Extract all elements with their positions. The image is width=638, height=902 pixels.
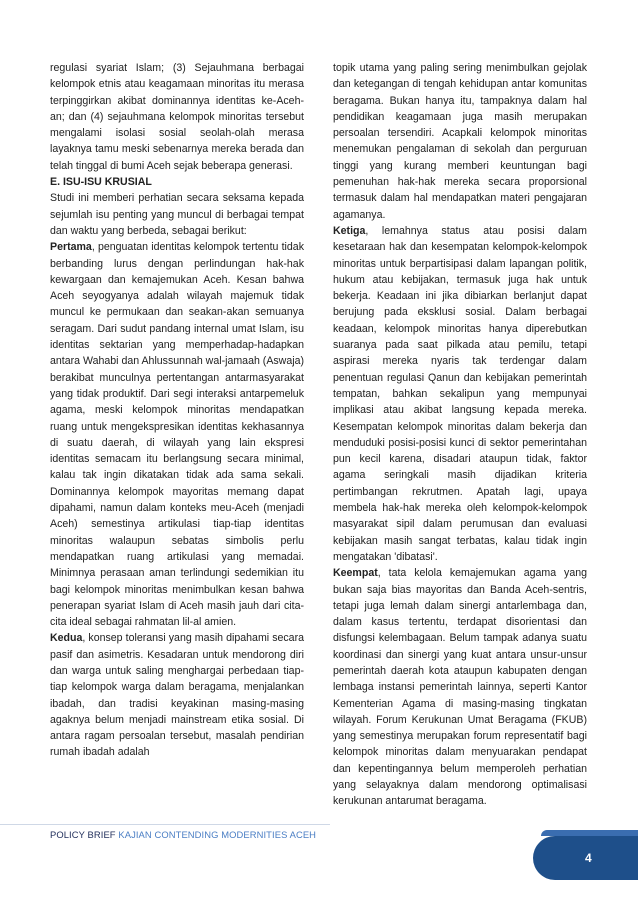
- keempat-paragraph: [333, 565, 587, 809]
- continuation-paragraph: topik utama yang paling sering menimbulkan gejolak dan ketegangan di tengah kehidupan antar komunitas beragama. Bukan hanya itu, tampaknya dalam hal pendidikan keagamaan juga masih merupakan persoalan tersendiri. Acapkali kelompok minoritas menemukan pengalaman di sekolah dan perguruan tinggi yang kurang memberi keuntungan bagi pemenuhan hak-hak mereka secara proporsional termasuk dalam hal mendapatkan materi pengajaran agamanya.: [333, 62, 587, 221]
- section-heading: E. ISU-ISU KRUSIAL: [50, 176, 152, 189]
- page-number-badge: [533, 836, 638, 880]
- keempat-lead: Keempat: [333, 567, 378, 580]
- left-column: [50, 60, 304, 761]
- ketiga-paragraph: [333, 223, 587, 565]
- study-paragraph: Studi ini memberi perhatian secara seksama kepada sejumlah isu penting yang muncul di berbagai tempat dan waktu yang berbeda, sebagai berikut:: [50, 192, 304, 237]
- pertama-paragraph: [50, 239, 304, 630]
- badge-stripe: [541, 830, 638, 836]
- pertama-lead: Pertama: [50, 241, 92, 254]
- kedua-lead: Kedua: [50, 632, 83, 645]
- kedua-paragraph: [50, 630, 304, 760]
- right-column: [333, 60, 587, 810]
- footer-divider: [0, 824, 330, 825]
- ketiga-lead: Ketiga: [333, 224, 366, 237]
- footer: [50, 829, 316, 840]
- keempat-text: , tata kelola kemajemukan agama yang bukan saja bias mayoritas dan Banda Aceh-sentris, tetapi juga lemah dalam sinergi antarlembaga dan, dalam kasus tertentu, terdapat disorientasi dan disfungsi kelembagaan. Belum tampak adanya suatu koordinasi dan sinergi yang kuat antara unsur-unsur pemerintah daerah kota ataupun kabupaten dengan lembaga instansi pemerintah lainnya, seperti Kantor Kementerian Agama di masing-masing tingkatan wilayah. Forum Kerukunan Umat Beragama (FKUB) yang semestinya merupakan forum representatif bagi kelompok minoritas dalam menyuarakan pendapat dan kepentingannya belum memperoleh perhatian yang selayaknya dalam mendorong optimalisasi kerukunan antarumat beragama.: [333, 567, 587, 808]
- intro-paragraph: regulasi syariat Islam; (3) Sejauhmana berbagai kelompok etnis atau keagamaan minoritas itu merasa terpinggirkan akibat dominannya identitas ke-Aceh-an; dan (4) sejauhmana kelompok minoritas tersebut mengalami isolasi sosial seolah-olah merasa layaknya tamu meski sebenarnya mereka berada dan telah tinggal di bumi Aceh sejak beberapa generasi.: [50, 62, 304, 172]
- ketiga-text: , lemahnya status atau posisi dalam kesetaraan hak dan kesempatan kelompok-kelompok minoritas untuk berpartisipasi dalam lapangan politik, hukum atau kebijakan, termasuk juga hak untuk bekerja. Keadaan ini jika dibiarkan berlanjut dapat berujung pada eksklusi sosial. Dalam berbagai keadaan, kelompok minoritas hanya diperebutkan suaranya pada saat pilkada atau pemilu, tetapi aspirasi mereka nyaris tak terdengar dalam penentuan regulasi Qanun dan kebijakan pemerintah tempatan, bahkan sekalipun yang mempunyai implikasi atau akibat langsung kepada mereka. Kesempatan kelompok minoritas dalam bekerja dan menduduki posisi-posisi kunci di sektor pemerintahan pun kecil karena, disadari ataupun tidak, faktor agama seringkali masih dijadikan kriteria pertimbangan rekrutmen. Apatah lagi, upaya membela hak-hak mereka oleh kelompok-kelompok masyarakat sipil dalam perumusan dan evaluasi kebijakan masih sangat terbatas, kalau tidak ingin mengatakan 'dibatasi'.: [333, 224, 587, 563]
- pertama-text: , penguatan identitas kelompok tertentu tidak berbanding lurus dengan perlindungan hak-hak kewargaan dan kemajemukan Aceh. Kesan bahwa Aceh seyogyanya adalah wilayah majemuk tidak muncul ke permukaan dan seakan-akan semuanya seragam. Dari sudut pandang internal umat Islam, isu identitas sektarian yang memperhadap-hadapkan antara Wahabi dan Ahlussunnah wal-jamaah (Aswaja) berakibat munculnya pertentangan antarmasyarakat yang tidak produktif. Dari segi interaksi antarpemeluk agama, meski kelompok minoritas mendapatkan ruang untuk mengekspresikan identitas kekhasannya di suatu daerah, di wilayah yang lain ekspresi identitas semacam itu berlangsung secara minimal, kalau tak ingin dikatakan tidak ada sama sekali. Dominannya kelompok mayoritas memang dapat dipahami, namun dalam konteks meu-Aceh (menjadi Aceh) semestinya artikulasi tiap-tiap identitas minoritas walaupun sebatas simbolis perlu mendapatkan ruang artikulasi yang memadai. Minimnya perasaan aman terlindungi sedemikian itu bagi kelompok minoritas menimbulkan kesan bahwa penerapan syariat Islam di Aceh masih jauh dari cita-cita ideal sebagai rahmatan lil-al amien.: [50, 241, 305, 629]
- footer-title: KAJIAN CONTENDING MODERNITIES ACEH: [118, 829, 317, 840]
- page-number: 4: [585, 851, 592, 865]
- footer-label: POLICY BRIEF: [50, 829, 116, 840]
- kedua-text: , konsep toleransi yang masih dipahami secara pasif dan asimetris. Kesadaran untuk mendorong diri dan warga untuk saling menghargai perbedaan tiap-tiap kelompok warga dalam beragama, menjalankan ibadah, dan tradisi keyakinan masing-masing agaknya belum menjadi mainstream etika sosial. Di antara ragam persoalan tersebut, masalah pendirian rumah ibadah adalah: [50, 632, 304, 759]
